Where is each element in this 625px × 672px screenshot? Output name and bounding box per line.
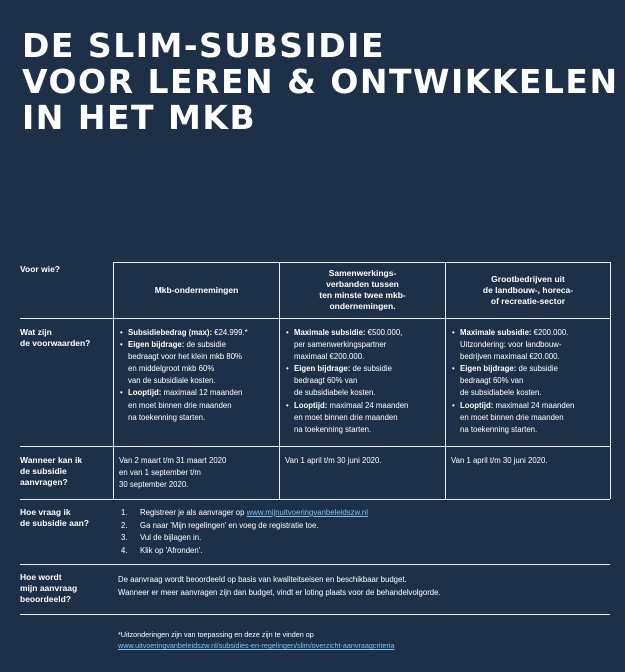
row-divider — [20, 499, 610, 500]
condition-looptijd: • Looptijd: maximaal 24 maanden en moet binnen drie maanden na toekenning starten. — [460, 400, 574, 436]
condition-looptijd: • Looptijd: maximaal 12 maanden en moet binnen drie maanden na toekenning starten. — [128, 387, 248, 423]
conditions-mkb — [119, 327, 248, 424]
row-label-beoordeeld: Hoe wordt mijn aanvraag beoordeeld? — [20, 572, 78, 604]
row-label-voorwaarden: Wat zijn de voorwaarden? — [20, 327, 91, 348]
step-item: 4. Klik op 'Afronden'. — [121, 545, 203, 555]
title-line-2: VOOR LEREN & ONTWIKKELEN — [22, 62, 619, 101]
condition-eigen-bijdrage: • Eigen bijdrage: de subsidie bedraagt voor het klein mkb 80% en middelgroot mkb 60% van de subsidiale kosten. — [128, 339, 248, 387]
step-item: 3. Vul de bijlagen in. — [121, 533, 202, 542]
column-divider — [610, 262, 611, 499]
row-divider — [20, 564, 610, 565]
footnote: *Uitzonderingen zijn van toepassing en deze zijn te vinden op www.uitvoeringvanbeleidszw.nl/subsidies-en-regelingen/slim/overzicht-aanvraagcriteria — [118, 630, 395, 650]
application-steps — [118, 507, 368, 557]
criteria-link[interactable]: www.uitvoeringvanbeleidszw.nl/subsidies-en-regelingen/slim/overzicht-aanvraagcriteria — [118, 641, 395, 650]
row-divider — [20, 318, 610, 319]
row-label-wanneer: Wanneer kan ik de subsidie aanvragen? — [20, 455, 83, 487]
conditions-grootbedrijven — [451, 327, 574, 436]
period-mkb: Van 2 maart t/m 31 maart 2020 en van 1 september t/m 30 september 2020. — [119, 456, 227, 490]
row-label-hoe-aanvragen: Hoe vraag ik de subsidie aan? — [20, 507, 89, 528]
conditions-samenwerking — [285, 327, 408, 436]
page-title — [22, 28, 619, 136]
row-label-voor-wie: Voor wie? — [20, 264, 60, 274]
condition-eigen-bijdrage: • Eigen bijdrage: de subsidie bedraagt 60% van de subsidiabele kosten. — [294, 363, 408, 399]
period-samenwerking: Van 1 april t/m 30 juni 2020. — [285, 456, 382, 465]
condition-subsidie: • Subsidiebedrag (max): €24.999.* — [128, 327, 248, 339]
assessment-text: De aanvraag wordt beoordeeld op basis van kwaliteitseisen en beschikbaar budget. Wanneer er meer aanvragen zijn dan budget, vindt er loting plaats voor de behandelvolgorde. — [118, 575, 441, 597]
row-divider — [20, 614, 610, 615]
column-header-grootbedrijven: Grootbedrijven uit de landbouw-, horeca- of recreatie-sector — [482, 273, 574, 306]
step-item: 1. Registreer je als aanvrager op www.mijnuitvoeringvanbeleidszw.nl — [121, 508, 368, 517]
condition-looptijd: • Looptijd: maximaal 24 maanden en moet binnen drie maanden na toekenning starten. — [294, 400, 408, 436]
registration-link[interactable]: www.mijnuitvoeringvanbeleidszw.nl — [246, 508, 368, 517]
title-line-3: IN HET MKB — [22, 98, 257, 137]
column-header-mkb: Mkb-ondernemingen — [154, 284, 239, 295]
condition-subsidie: • Maximale subsidie: €200.000. Uitzondering: voor landbouw- bedrijven maximaal €20.000. — [460, 327, 574, 363]
column-header-samenwerking: Samenwerkings- verbanden tussen ten minste twee mkb- ondernemingen. — [319, 268, 406, 311]
condition-subsidie: • Maximale subsidie: €500.000, per samenwerkingspartner maximaal €200.000. — [294, 327, 408, 363]
title-line-1: DE SLIM-SUBSIDIE — [22, 26, 386, 65]
period-grootbedrijven: Van 1 april t/m 30 juni 2020. — [451, 456, 548, 465]
row-divider — [20, 446, 610, 447]
condition-eigen-bijdrage: • Eigen bijdrage: de subsidie bedraagt 60% van de subsidiabele kosten. — [460, 363, 574, 399]
step-item: 2. Ga naar 'Mijn regelingen' en voeg de registratie toe. — [121, 520, 319, 530]
